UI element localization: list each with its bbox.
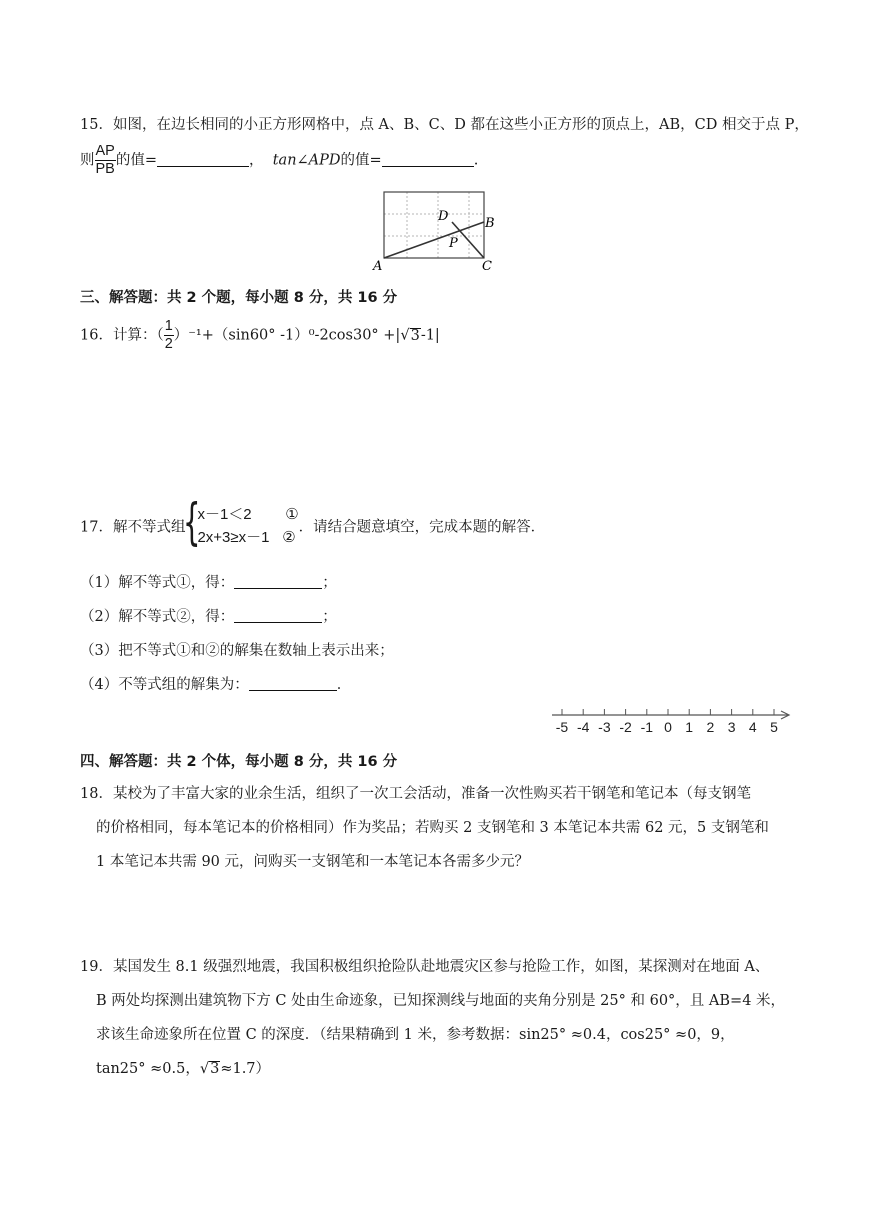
q19-line4-post: ≈1.7） — [220, 1061, 271, 1077]
q17-item-1-end: ； — [322, 575, 337, 591]
inequality-2 — [197, 526, 298, 549]
q15-mid2: 的值= — [340, 152, 382, 169]
q16-rest: ）⁻¹+（sin60° -1）⁰-2cos30° +| — [173, 327, 401, 344]
section-3-heading: 三、解答题：共 2 个题，每小题 8 分，共 16 分 — [80, 290, 398, 306]
answer-blank-tan[interactable] — [382, 152, 474, 167]
number-line-tick-label: 3 — [727, 719, 736, 735]
circle-1-mark: ① — [285, 506, 299, 523]
q17-item-1 — [80, 571, 337, 592]
number-line-tick-label: -2 — [619, 719, 632, 735]
q17-item-4-end: ． — [336, 677, 352, 693]
q17-item-4-text: （4）不等式组的解集为： — [80, 677, 249, 693]
frac-denominator: PB — [95, 161, 115, 177]
inequality-2-text: 2x+3≥x－1 — [197, 529, 270, 546]
sqrt-sign: √ — [400, 327, 410, 344]
number-line-tick-label: 5 — [770, 719, 778, 735]
q17-item-4 — [80, 673, 351, 694]
number-line — [548, 703, 796, 739]
q17-header — [80, 493, 546, 551]
answer-blank-ratio[interactable] — [157, 152, 249, 167]
label-d: D — [438, 209, 449, 224]
label-a: A — [373, 259, 383, 272]
half-fraction — [164, 318, 174, 353]
q18-line1: 18．某校为了丰富大家的业余生活，组织了一次工会活动，准备一次性购买若干钢笔和笔记本（每支钢笔 — [80, 786, 751, 802]
q19-sqrt-sign: √ — [199, 1061, 210, 1077]
section-4-heading: 四、解答题：共 2 个体，每小题 8 分，共 16 分 — [80, 754, 398, 770]
q17-item-1-text: （1）解不等式①，得： — [80, 575, 235, 591]
q17-item-2-text: （2）解不等式②，得： — [80, 609, 235, 625]
number-line-tick-label: 0 — [664, 719, 672, 735]
answer-blank-4[interactable] — [249, 676, 337, 691]
number-line-tick-label: 1 — [685, 719, 694, 735]
q19-line4 — [96, 1057, 270, 1078]
q15-end: . — [473, 152, 479, 169]
inequality-1-text: x－1＜2 — [197, 506, 252, 523]
q17-item-2-end: ； — [322, 609, 337, 625]
q19-line4-pre: tan25° ≈0.5， — [96, 1061, 200, 1077]
q17-item-2 — [80, 605, 337, 626]
q15-line2 — [80, 143, 478, 178]
q15-mid: 的值= — [115, 152, 157, 169]
number-line-tick-label: -1 — [640, 719, 654, 735]
label-b: B — [485, 216, 495, 231]
number-line-tick-label: 2 — [706, 719, 715, 735]
q15-pre: 则 — [80, 152, 95, 169]
q19-line3: 求该生命迹象所在位置 C 的深度．（结果精确到 1 米，参考数据：sin25° ≈0.4，cos25° ≈0，9， — [96, 1027, 735, 1043]
q15-comma: ， — [249, 152, 264, 169]
q16-expression — [80, 318, 440, 353]
number-line-tick-label: 4 — [748, 719, 757, 735]
q16-sqrt-value: 3 — [410, 327, 420, 344]
inequality-1 — [197, 503, 298, 526]
q18-line3: 1 本笔记本共需 90 元，问购买一支钢笔和一本笔记本各需多少元？ — [96, 854, 530, 870]
label-p: P — [449, 236, 458, 251]
number-line-tick-label: -3 — [598, 719, 611, 735]
ap-pb-fraction — [95, 143, 116, 178]
q17-pre: 17．解不等式组 — [80, 519, 186, 536]
half-numerator: 1 — [164, 318, 173, 334]
inequality-system — [183, 493, 299, 551]
q19-line2: B 两处均探测出建筑物下方 C 处由生命迹象，已知探测线与地面的夹角分别是 25° 和 60°，且 AB=4 米， — [96, 993, 786, 1009]
q19-sqrt-value: 3 — [210, 1061, 220, 1077]
brace-symbol: { — [183, 493, 201, 551]
grid-figure — [372, 188, 502, 272]
number-line-tick-label: -4 — [576, 719, 590, 735]
circle-2-mark: ② — [282, 529, 296, 546]
q15-line1: 15．如图，在边长相同的小正方形网格中，点 A、B、C、D 都在这些小正方形的顶点上，AB，CD 相交于点 P， — [80, 117, 809, 133]
label-c: C — [482, 259, 492, 272]
q18-line2: 的价格相同，每本笔记本的价格相同）作为奖品；若购买 2 支钢笔和 3 本笔记本共需 62 元，5 支钢笔和 — [96, 820, 769, 836]
q19-line1: 19．某国发生 8.1 级强烈地震，我国积极组织抢险队赴地震灾区参与抢险工作，如图，某探测对在地面 A、 — [80, 959, 770, 975]
tan-expression: tan∠APD — [272, 152, 341, 169]
frac-numerator: AP — [95, 143, 115, 159]
q17-item-3: （3）把不等式①和②的解集在数轴上表示出来； — [80, 643, 394, 659]
q16-tail: -1| — [420, 327, 440, 344]
half-denominator: 2 — [164, 336, 173, 352]
number-line-tick-label: -5 — [555, 719, 569, 735]
q17-post: ．请结合题意填空，完成本题的解答． — [298, 519, 546, 536]
answer-blank-1[interactable] — [234, 574, 322, 589]
grid-lines — [384, 192, 484, 258]
answer-blank-2[interactable] — [234, 608, 322, 623]
q16-text: 16．计算：（ — [80, 327, 164, 344]
